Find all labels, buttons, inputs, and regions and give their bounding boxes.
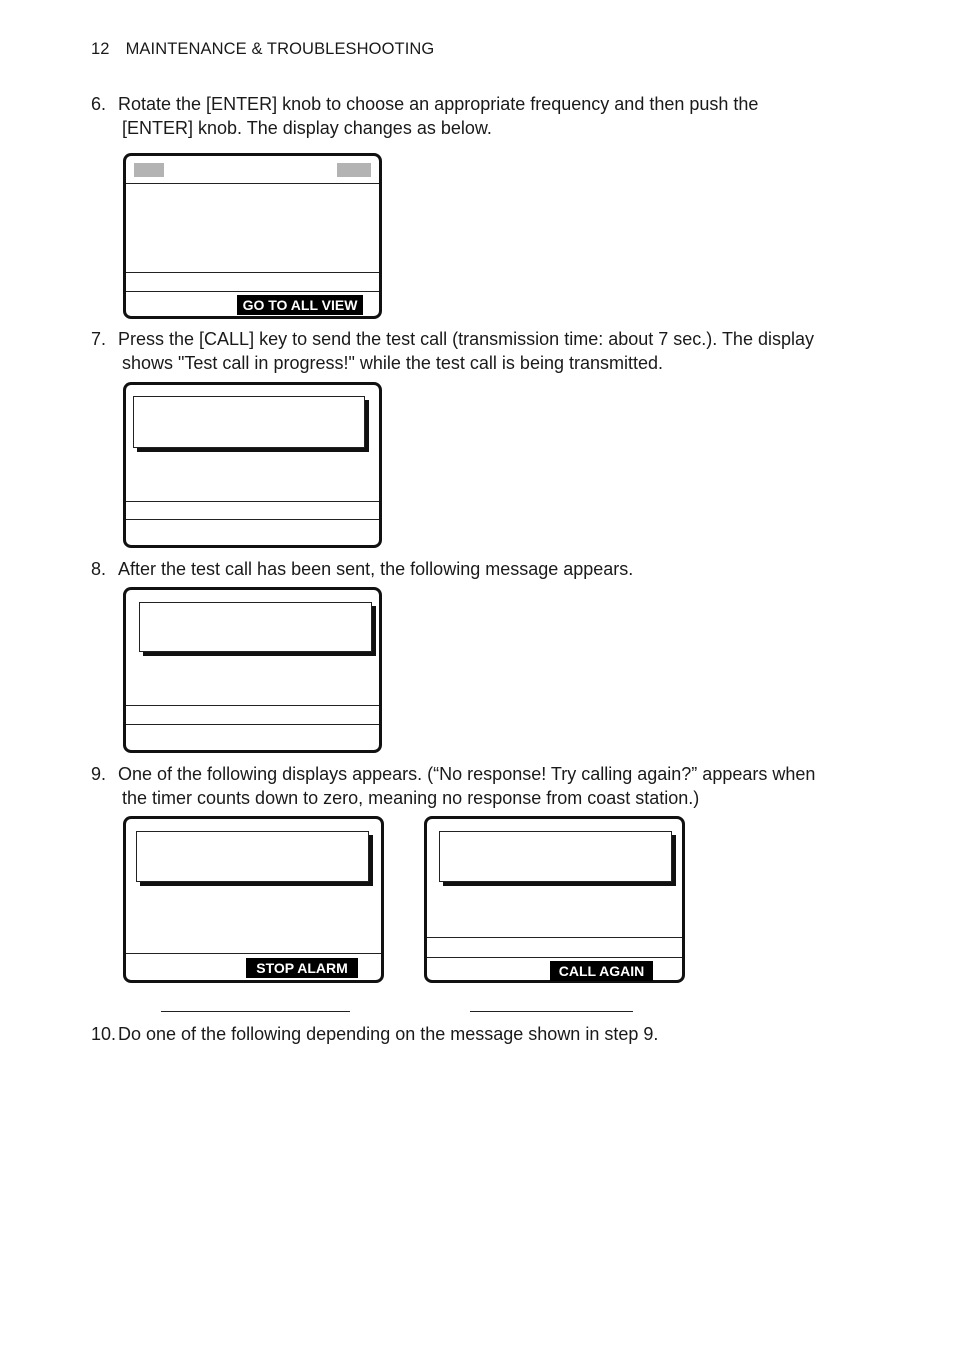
step-text-line2: [ENTER] knob. The display changes as below.	[122, 118, 492, 138]
divider	[126, 501, 379, 502]
message-popup	[439, 831, 672, 882]
divider	[126, 519, 379, 520]
step-text-line2: shows "Test call in progress!" while the test call is being transmitted.	[122, 353, 664, 373]
status-indicator-right	[337, 163, 371, 177]
call-again-softkey[interactable]: CALL AGAIN	[550, 961, 653, 981]
go-to-all-view-softkey[interactable]: GO TO ALL VIEW	[237, 295, 363, 315]
stop-alarm-softkey[interactable]: STOP ALARM	[246, 958, 358, 978]
step-text-line1: After the test call has been sent, the following message appears.	[118, 559, 634, 579]
divider	[427, 937, 682, 938]
message-popup	[133, 396, 365, 448]
step-7	[91, 327, 851, 375]
display-screen-channel-select	[123, 153, 382, 319]
caption-underline-right	[470, 1011, 633, 1012]
step-text-line2: the timer counts down to zero, meaning no response from coast station.)	[122, 788, 700, 808]
message-popup	[139, 602, 372, 652]
display-screen-acknowledged	[123, 816, 384, 983]
page-header	[91, 40, 434, 59]
step-text-line1: Press the [CALL] key to send the test call (transmission time: about 7 sec.). The display	[118, 329, 814, 349]
step-number: 10.	[91, 1024, 117, 1044]
step-number: 8.	[91, 559, 107, 579]
page-number: 12	[91, 40, 110, 58]
step-number: 7.	[91, 329, 107, 349]
divider	[126, 724, 379, 725]
step-9	[91, 762, 851, 810]
caption-underline-left	[161, 1011, 350, 1012]
divider	[126, 953, 381, 954]
step-10	[91, 1022, 851, 1046]
step-text-line1: Rotate the [ENTER] knob to choose an appropriate frequency and then push the	[118, 94, 759, 114]
display-screen-test-call-sent	[123, 587, 382, 753]
step-8	[91, 557, 851, 581]
display-screen-no-response	[424, 816, 685, 983]
step-text-line1: One of the following displays appears. (“No response! Try calling again?” appears when	[118, 764, 816, 784]
step-number: 6.	[91, 94, 107, 114]
divider	[126, 183, 379, 184]
section-title: MAINTENANCE & TROUBLESHOOTING	[125, 40, 435, 58]
step-text-line1: Do one of the following depending on the message shown in step 9.	[118, 1024, 659, 1044]
status-indicator-left	[134, 163, 164, 177]
message-popup	[136, 831, 369, 882]
divider	[427, 957, 682, 958]
display-screen-test-call-in-progress	[123, 382, 382, 548]
divider	[126, 291, 379, 292]
step-6	[91, 92, 851, 140]
divider	[126, 705, 379, 706]
divider	[126, 272, 379, 273]
step-number: 9.	[91, 764, 107, 784]
